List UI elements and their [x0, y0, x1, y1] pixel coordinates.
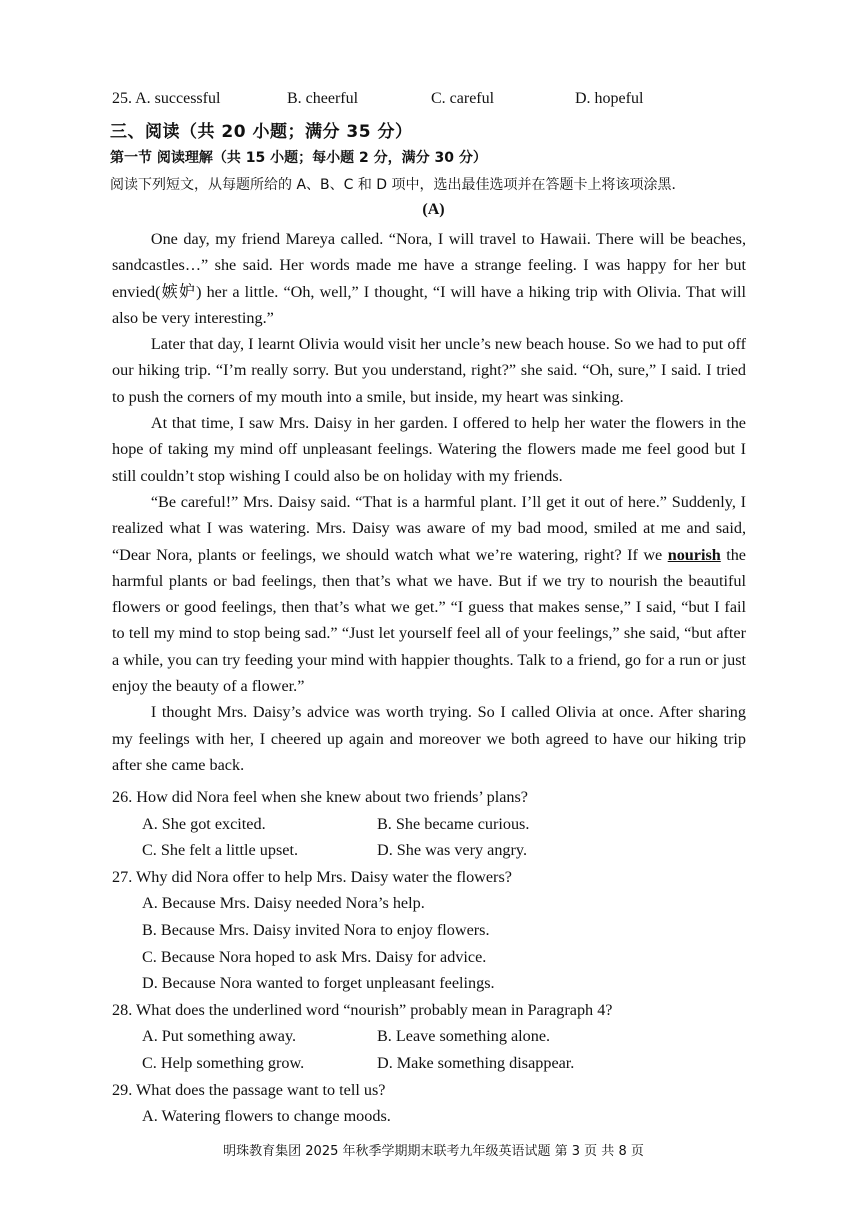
q25-option-c: C. careful [431, 90, 495, 107]
question-26-option-b: B. She became curious. [377, 814, 530, 833]
question-27-option-d: D. Because Nora wanted to forget unpleasant feelings. [142, 974, 495, 993]
question-26-stem: 26. How did Nora feel when she knew about two friends’ plans? [112, 788, 528, 806]
question-27-option-a: A. Because Mrs. Daisy needed Nora’s help. [142, 894, 425, 913]
question-27-option-c: C. Because Nora hoped to ask Mrs. Daisy for advice. [142, 947, 487, 966]
paragraph-4-part-1: “Be careful!” Mrs. Daisy said. “That is a harmful plant. I’ll get it out of here.” Suddenly, I realized what I was watering. Mrs. Daisy was aware of my bad mood, smiled at me and said, “Dear Nora, plants or feelings, we should watch what we’re watering, right? If we [112, 492, 746, 564]
q25-option-d: D. hopeful [575, 90, 644, 107]
question-27-option-b: B. Because Mrs. Daisy invited Nora to enjoy flowers. [142, 920, 490, 939]
underlined-word: nourish [667, 545, 721, 564]
question-28-options-row-1 [112, 1023, 772, 1050]
passage-label: (A) [422, 201, 445, 218]
question-28-option-d: D. Make something disappear. [377, 1053, 575, 1072]
paragraph-1: One day, my friend Mareya called. “Nora, I will travel to Hawaii. There will be beaches, sandcastles…” she said. Her words made me have a strange feeling. I was happy for her but envied(嫉妒) her a little. “Oh, well,” I thought, “I will have a hiking trip with Olivia. That will also be very interesting.” [112, 230, 746, 327]
question-26-options-row-2 [112, 837, 772, 864]
paragraph-3: At that time, I saw Mrs. Daisy in her garden. I offered to help her water the flowers in the hope of taking my mind off unpleasant feelings. Watering the flowers made me feel good but I still couldn’t stop wishing I could also be on holiday with my friends. [112, 414, 746, 485]
paragraph-5: I thought Mrs. Daisy’s advice was worth trying. So I called Olivia at once. After sharing my feelings with her, I cheered up again and moreover we both agreed to have our hiking trip after she came back. [112, 703, 746, 774]
question-28-option-c: C. Help something grow. [142, 1053, 305, 1072]
q25-option-a: 25. A. successful [112, 90, 221, 107]
q25-options [112, 90, 812, 114]
section-title: 三、阅读（共 20 小题；满分 35 分） [110, 122, 413, 142]
subsection-title: 第一节 阅读理解（共 15 小题；每小题 2 分，满分 30 分） [110, 150, 487, 166]
question-28-option-a: A. Put something away. [142, 1027, 297, 1046]
question-29-option-a: A. Watering flowers to change moods. [142, 1107, 391, 1126]
instruction-text: 阅读下列短文，从每题所给的 A、B、C 和 D 项中，选出最佳选项并在答题卡上将该项涂黑． [110, 177, 686, 193]
paragraph-4 [112, 489, 746, 699]
paragraph-2: Later that day, I learnt Olivia would visit her uncle’s new beach house. So we had to put off our hiking trip. “I’m really sorry. But you understand, right?” she said. “Oh, sure,” I said. I tried to push the corners of my mouth into a smile, but inside, my heart was sinking. [112, 335, 746, 406]
question-28-option-b: B. Leave something alone. [377, 1027, 551, 1046]
question-27-stem: 27. Why did Nora offer to help Mrs. Daisy water the flowers? [112, 867, 512, 886]
question-28-stem: 28. What does the underlined word “nourish” probably mean in Paragraph 4? [112, 1000, 613, 1019]
q25-option-b: B. cheerful [287, 90, 359, 107]
questions-block [112, 784, 772, 1130]
page-footer: 明珠教育集团 2025 年秋季学期期末联考九年级英语试题 第 3 页 共 8 页 [223, 1144, 644, 1159]
question-26-option-a: A. She got excited. [142, 814, 266, 833]
question-26-option-d: D. She was very angry. [377, 841, 527, 860]
question-26-option-c: C. She felt a little upset. [142, 841, 299, 860]
paragraph-4-part-2: the harmful plants or bad feelings, then that’s what we have. But if we try to nourish the beautiful flowers or good feelings, then that’s what we get.” “I guess that makes sense,” I said, “but I fail to tell my mind to stop being sad.” “Just let yourself feel all of your feelings,” she said, “but after a while, you can try feeding your mind with happier thoughts. Talk to a friend, go for a run or just enjoy the beauty of a flower.” [112, 545, 746, 696]
reading-passage [112, 226, 746, 778]
question-28-options-row-2 [112, 1050, 772, 1077]
question-29-stem: 29. What does the passage want to tell us? [112, 1080, 386, 1099]
question-26-options-row-1 [112, 811, 772, 838]
